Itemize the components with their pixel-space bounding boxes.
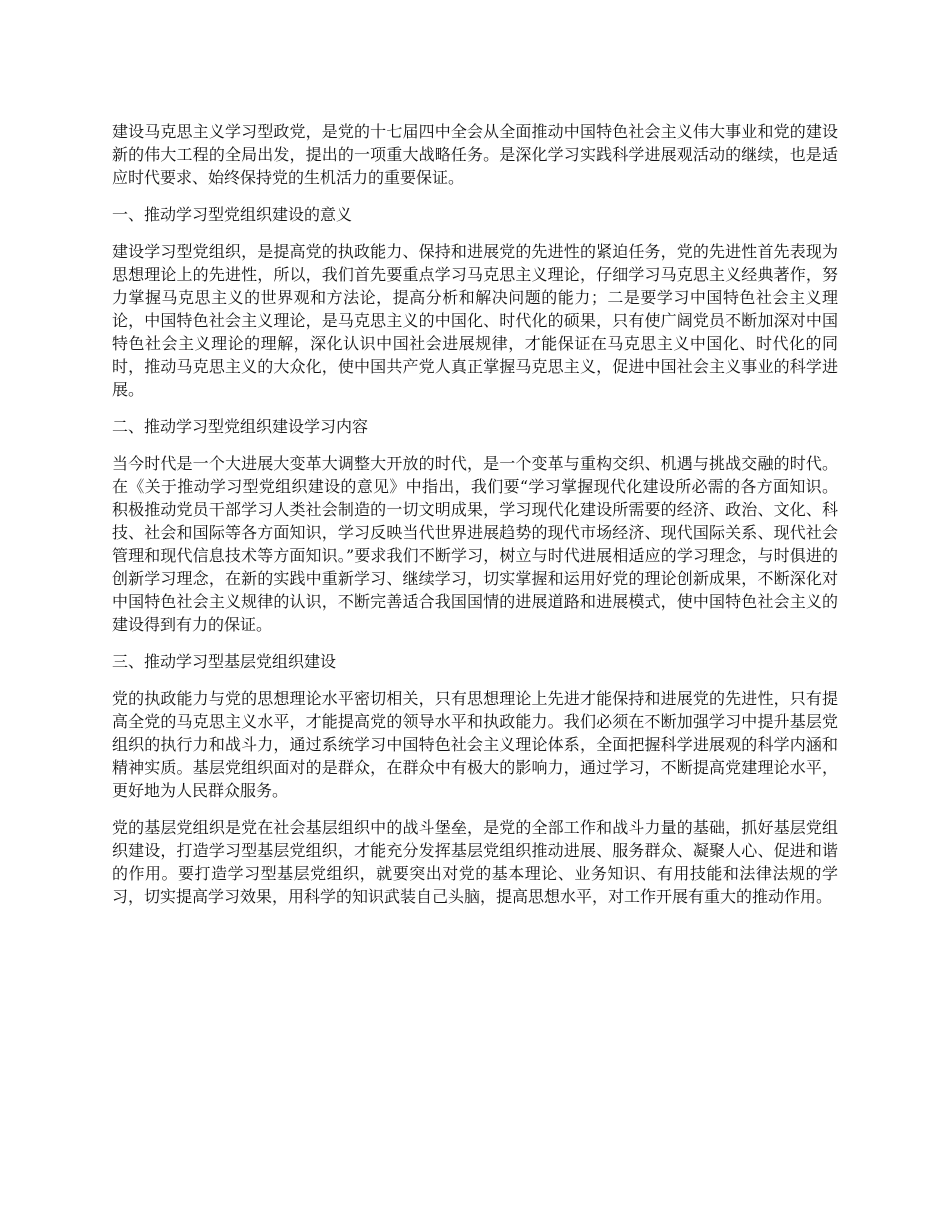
section-2-paragraph: 当今时代是一个大进展大变革大调整大开放的时代，是一个变革与重构交织、机遇与挑战交融的时代。在《关于推动学习型党组织建设的意见》中指出，我们要“学习掌握现代化建设所必需的各方面知识。积极推动党员干部学习人类社会制造的一切文明成果，学习现代化建设所需要的经济、政治、文化、科技、社会和国际等各方面知识，学习反映当代世界进展趋势的现代市场经济、现代国际关系、现代社会管理和现代信息技术等方面知识。”要求我们不断学习，树立与时代进展相适应的学习理念，与时俱进的创新学习理念，在新的实践中重新学习、继续学习，切实掌握和运用好党的理论创新成果，不断深化对中国特色社会主义规律的认识，不断完善适合我国国情的进展道路和进展模式，使中国特色社会主义的建设得到有力的保证。 xyxy=(112,454,838,634)
intro-paragraph: 建设马克思主义学习型政党，是党的十七届四中全会从全面推动中国特色社会主义伟大事业和党的建设新的伟大工程的全局出发，提出的一项重大战略任务。是深化学习实践科学进展观活动的继续，也是适应时代要求、始终保持党的生机活力的重要保证。 xyxy=(112,122,838,187)
section-heading-2: 二、推动学习型党组织建设学习内容 xyxy=(112,417,369,436)
section-heading-1: 一、推动学习型党组织建设的意义 xyxy=(112,205,353,224)
section-1-paragraph: 建设学习型党组织，是提高党的执政能力、保持和进展党的先进性的紧迫任务，党的先进性首先表现为思想理论上的先进性，所以，我们首先要重点学习马克思主义理论，仔细学习马克思主义经典著作，努力掌握马克思主义的世界观和方法论，提高分析和解决问题的能力；二是要学习中国特色社会主义理论，中国特色社会主义理论，是马克思主义的中国化、时代化的硕果，只有使广阔党员不断加深对中国特色社会主义理论的理解，深化认识中国社会进展规律，才能保证在马克思主义中国化、时代化的同时，推动马克思主义的大众化，使中国共产党人真正掌握马克思主义，促进中国社会主义事业的科学进展。 xyxy=(112,242,838,399)
section-heading-3: 三、推动学习型基层党组织建设 xyxy=(112,652,337,671)
section-3-paragraph-1: 党的执政能力与党的思想理论水平密切相关，只有思想理论上先进才能保持和进展党的先进性，只有提高全党的马克思主义水平，才能提高党的领导水平和执政能力。我们必须在不断加强学习中提升基层党组织的执行力和战斗力，通过系统学习中国特色社会主义理论体系，全面把握科学进展观的科学内涵和精神实质。基层党组织面对的是群众，在群众中有极大的影响力，通过学习，不断提高党建理论水平，更好地为人民群众服务。 xyxy=(112,689,838,800)
section-3-paragraph-2: 党的基层党组织是党在社会基层组织中的战斗堡垒，是党的全部工作和战斗力量的基础，抓好基层党组织建设，打造学习型基层党组织，才能充分发挥基层党组织推动进展、服务群众、凝聚人心、促进和谐的作用。要打造学习型基层党组织，就要突出对党的基本理论、业务知识、有用技能和法律法规的学习，切实提高学习效果，用科学的知识武装自己头脑，提高思想水平，对工作开展有重大的推动作用。 xyxy=(112,818,838,906)
